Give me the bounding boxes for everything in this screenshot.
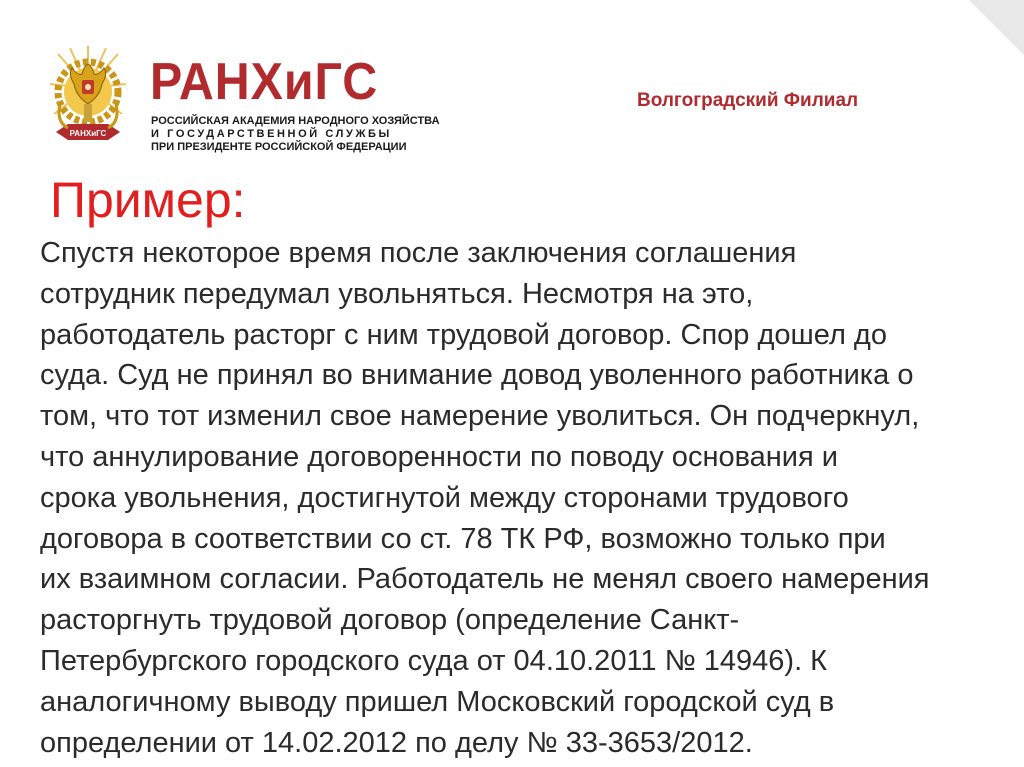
body-line: что аннулирование договоренности по поводу основания и: [40, 440, 838, 473]
body-line: договора в соответствии со ст. 78 ТК РФ, возможно только при: [40, 522, 886, 555]
brand-subtitle-line: РОССИЙСКАЯ АКАДЕМИЯ НАРОДНОГО ХОЗЯЙСТВА: [151, 115, 440, 127]
brand-name: РАНХиГС: [150, 53, 379, 111]
emblem-ribbon-text: РАНХиГС: [69, 129, 107, 138]
body-line: сотрудник передумал увольняться. Несмотря на это,: [40, 277, 754, 310]
ranepa-emblem-icon: [48, 44, 128, 156]
brand-subtitle-line: И ГОСУДАРСТВЕННОЙ СЛУЖБЫ: [151, 128, 392, 140]
body-line: том, что тот изменил свое намерение уволиться. Он подчеркнул,: [40, 400, 920, 433]
brand-subtitle: [151, 115, 440, 154]
body-line: срока увольнения, достигнутой между сторонами трудового: [40, 481, 849, 514]
body-line: Петербургского городского суда от 04.10.2011 № 14946). К: [40, 644, 828, 677]
body-line: расторгнуть трудовой договор (определение Санкт-: [40, 604, 740, 637]
body-line: аналогичному выводу пришел Московский городской суд в: [40, 685, 835, 718]
body-line: Спустя некоторое время после заключения соглашения: [40, 237, 797, 269]
slide-header: [0, 0, 1024, 170]
body-line: определении от 14.02.2012 по делу № 33-3653/2012.: [40, 726, 753, 759]
body-line: их взаимном согласии. Работодатель не менял своего намерения: [40, 563, 930, 596]
body-line: работодатель расторг с ним трудовой договор. Спор дошел до: [40, 318, 887, 351]
slide-body-text: [40, 233, 1015, 763]
brand-subtitle-line: ПРИ ПРЕЗИДЕНТЕ РОССИЙСКОЙ ФЕДЕРАЦИИ: [151, 141, 407, 153]
branch-name: Волгоградский Филиал: [637, 90, 859, 111]
slide-title: Пример:: [50, 172, 246, 228]
body-line: суда. Суд не принял во внимание довод уволенного работника о: [40, 359, 914, 392]
